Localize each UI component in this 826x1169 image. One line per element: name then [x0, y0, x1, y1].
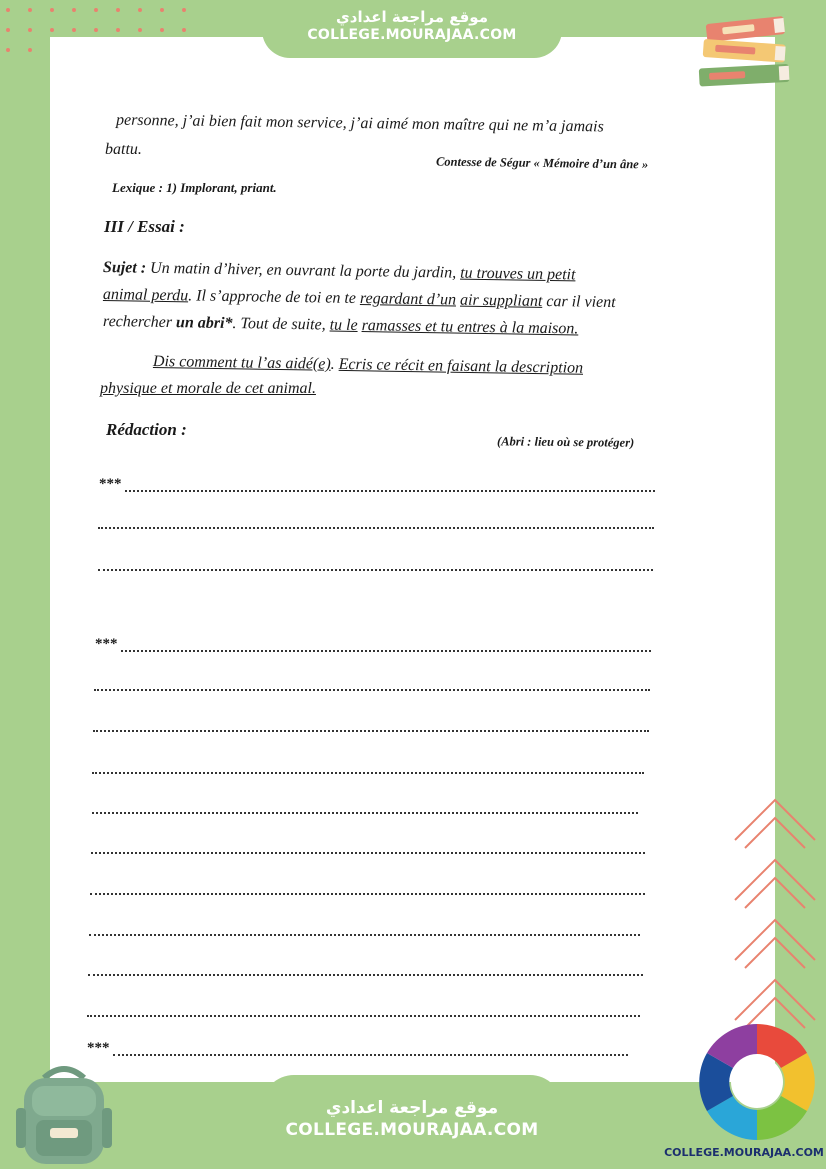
abri-note: (Abri : lieu où se protéger) [496, 434, 635, 450]
writing-line [113, 1054, 628, 1056]
paragraph-marker: *** [87, 1040, 110, 1056]
site-arabic-name: موقع مراجعة اعدادي [336, 8, 488, 26]
college-logo-icon [694, 1022, 820, 1142]
writing-line [121, 650, 651, 652]
sujet-line-3 [103, 313, 579, 338]
writing-line [92, 772, 644, 774]
writing-line [98, 569, 653, 571]
writing-line [94, 689, 650, 691]
excerpt-line-2: battu. [105, 141, 142, 158]
sujet-text-3d: tu le [329, 316, 358, 334]
writing-line [87, 1015, 640, 1017]
footer-domain: COLLEGE.MOURAJAA.COM [285, 1120, 539, 1140]
sujet-text-2a: animal perdu [102, 286, 189, 305]
consigne-text-c: Ecris ce récit en faisant la description [338, 355, 584, 377]
sujet-text-1b: tu trouves un petit [460, 264, 576, 284]
footer-banner [262, 1075, 562, 1169]
exam-document [50, 37, 775, 1082]
writing-line [89, 934, 640, 936]
footer-arabic-name: موقع مراجعة اعدادي [325, 1098, 499, 1118]
consigne-text-a: Dis comment tu l’as aidé(e) [152, 353, 331, 373]
writing-line [93, 730, 649, 732]
consigne-line-1 [153, 353, 583, 378]
writing-line [92, 812, 638, 814]
sujet-line-1 [103, 259, 576, 284]
paragraph-marker: *** [99, 476, 122, 492]
sujet-text-2c: regardant d’un [359, 290, 457, 309]
sujet-text-2d: air suppliant [459, 291, 543, 310]
writing-line [125, 490, 655, 492]
section-title: III / Essai : [104, 217, 185, 236]
writing-line [90, 893, 645, 895]
logo-caption: COLLEGE.MOURAJAA.COM [664, 1146, 824, 1159]
sujet-label: Sujet : [102, 259, 147, 277]
consigne-text-b: . [330, 355, 335, 373]
sujet-text-3c: . Tout de suite, [232, 315, 326, 334]
excerpt-line-1: personne, j’ai bien fait mon service, j’ai aimé mon maître qui ne m’a jamais [115, 111, 604, 136]
consigne-line-2: physique et morale de cet animal. [100, 380, 316, 397]
excerpt-source: Contesse de Ségur « Mémoire d’un âne » [435, 154, 649, 172]
writing-line [91, 852, 645, 854]
backpack-icon [14, 1058, 114, 1166]
site-domain: COLLEGE.MOURAJAA.COM [307, 27, 517, 43]
redaction-label: Rédaction : [106, 420, 187, 439]
sujet-text-2b: . Il s’approche de toi en te [188, 287, 357, 307]
sujet-text-3e: ramasses et tu entres à la maison. [361, 317, 579, 338]
sujet-text-3b: un abri* [175, 314, 233, 333]
chevron-up-icon [730, 790, 820, 1030]
sujet-text-2e: car il vient [546, 292, 616, 312]
lexique-note: Lexique : 1) Implorant, priant. [112, 180, 277, 195]
sujet-text-1a: Un matin d’hiver, en ouvrant la porte du jardin, [149, 259, 457, 282]
writing-line [88, 974, 643, 976]
sujet-line-2 [103, 286, 616, 312]
paragraph-marker: *** [95, 636, 118, 652]
writing-line [98, 527, 654, 529]
sujet-text-3a: rechercher [102, 313, 173, 332]
